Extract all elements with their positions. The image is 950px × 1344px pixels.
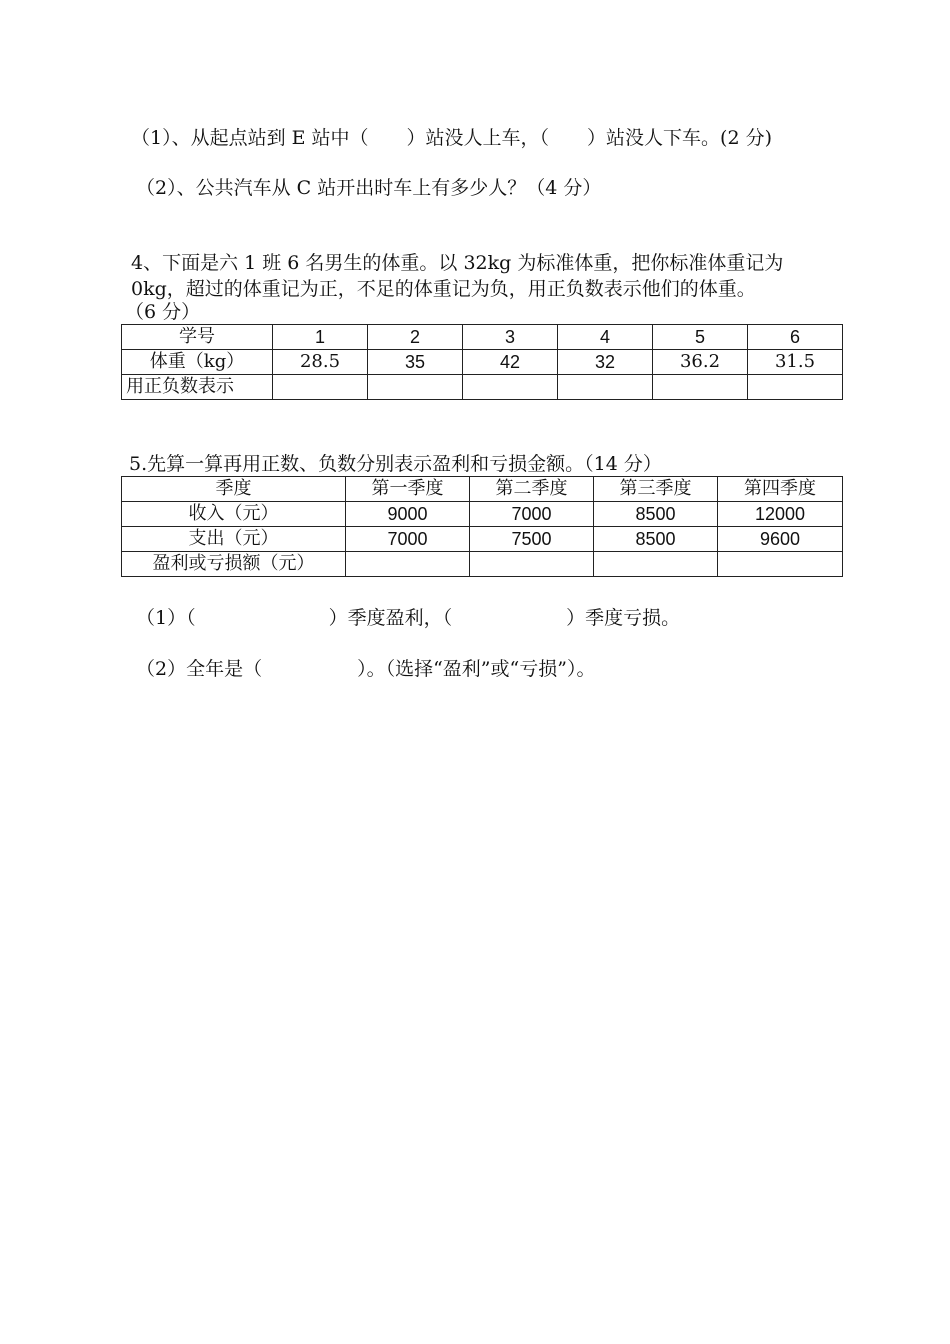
q4-line3: （6 分） <box>125 301 201 323</box>
weight-table <box>121 324 843 400</box>
header-cell: 第二季度 <box>470 477 594 502</box>
table-cell: 8500 <box>594 527 718 552</box>
answer-cell[interactable] <box>653 375 748 400</box>
header-cell: 1 <box>273 325 368 350</box>
answer-cell[interactable] <box>273 375 368 400</box>
answer-cell[interactable] <box>594 552 718 577</box>
header-cell: 季度 <box>122 477 346 502</box>
table-cell: 31.5 <box>748 350 843 375</box>
row-label: 收入（元） <box>122 502 346 527</box>
table-cell: 32 <box>558 350 653 375</box>
answer-cell[interactable] <box>463 375 558 400</box>
table-row <box>122 375 843 400</box>
row-label: 用正负数表示 <box>122 375 273 400</box>
q3-sub2: （2）、公共汽车从 C 站开出时车上有多少人？（4 分） <box>136 177 602 199</box>
table-row <box>122 502 843 527</box>
answer-cell[interactable] <box>558 375 653 400</box>
answer-cell[interactable] <box>470 552 594 577</box>
table-cell: 28.5 <box>273 350 368 375</box>
q4-line2: 0kg，超过的体重记为正，不足的体重记为负，用正负数表示他们的体重。 <box>131 278 756 300</box>
row-label: 支出（元） <box>122 527 346 552</box>
table-cell: 9600 <box>718 527 843 552</box>
header-cell: 第四季度 <box>718 477 843 502</box>
table-row <box>122 477 843 502</box>
answer-cell[interactable] <box>368 375 463 400</box>
header-cell: 学号 <box>122 325 273 350</box>
table-cell: 7000 <box>346 527 470 552</box>
table-cell: 42 <box>463 350 558 375</box>
q5-sub2: （2）全年是（ ）。（选择“盈利”或“亏损”）。 <box>136 658 596 680</box>
header-cell: 5 <box>653 325 748 350</box>
table-cell: 7500 <box>470 527 594 552</box>
header-cell: 4 <box>558 325 653 350</box>
header-cell: 第三季度 <box>594 477 718 502</box>
header-cell: 2 <box>368 325 463 350</box>
table-row <box>122 350 843 375</box>
table-cell: 9000 <box>346 502 470 527</box>
table-cell: 8500 <box>594 502 718 527</box>
row-label: 体重（kg） <box>122 350 273 375</box>
answer-cell[interactable] <box>718 552 843 577</box>
table-cell: 12000 <box>718 502 843 527</box>
header-cell: 6 <box>748 325 843 350</box>
answer-cell[interactable] <box>748 375 843 400</box>
q5-title: 5.先算一算再用正数、负数分别表示盈利和亏损金额。（14 分） <box>129 453 662 475</box>
q4-line1: 4、下面是六 1 班 6 名男生的体重。以 32kg 为标准体重，把你标准体重记为 <box>131 252 784 274</box>
header-cell: 3 <box>463 325 558 350</box>
table-cell: 36.2 <box>653 350 748 375</box>
table-cell: 35 <box>368 350 463 375</box>
row-label: 盈利或亏损额（元） <box>122 552 346 577</box>
profit-table <box>121 476 843 577</box>
table-row <box>122 325 843 350</box>
table-row <box>122 552 843 577</box>
table-cell: 7000 <box>470 502 594 527</box>
header-cell: 第一季度 <box>346 477 470 502</box>
table-row <box>122 527 843 552</box>
q3-sub1: （1）、从起点站到 E 站中（ ）站没人上车，（ ）站没人下车。(2 分) <box>131 127 772 149</box>
q5-sub1: （1）（ ）季度盈利，（ ）季度亏损。 <box>136 607 681 629</box>
answer-cell[interactable] <box>346 552 470 577</box>
